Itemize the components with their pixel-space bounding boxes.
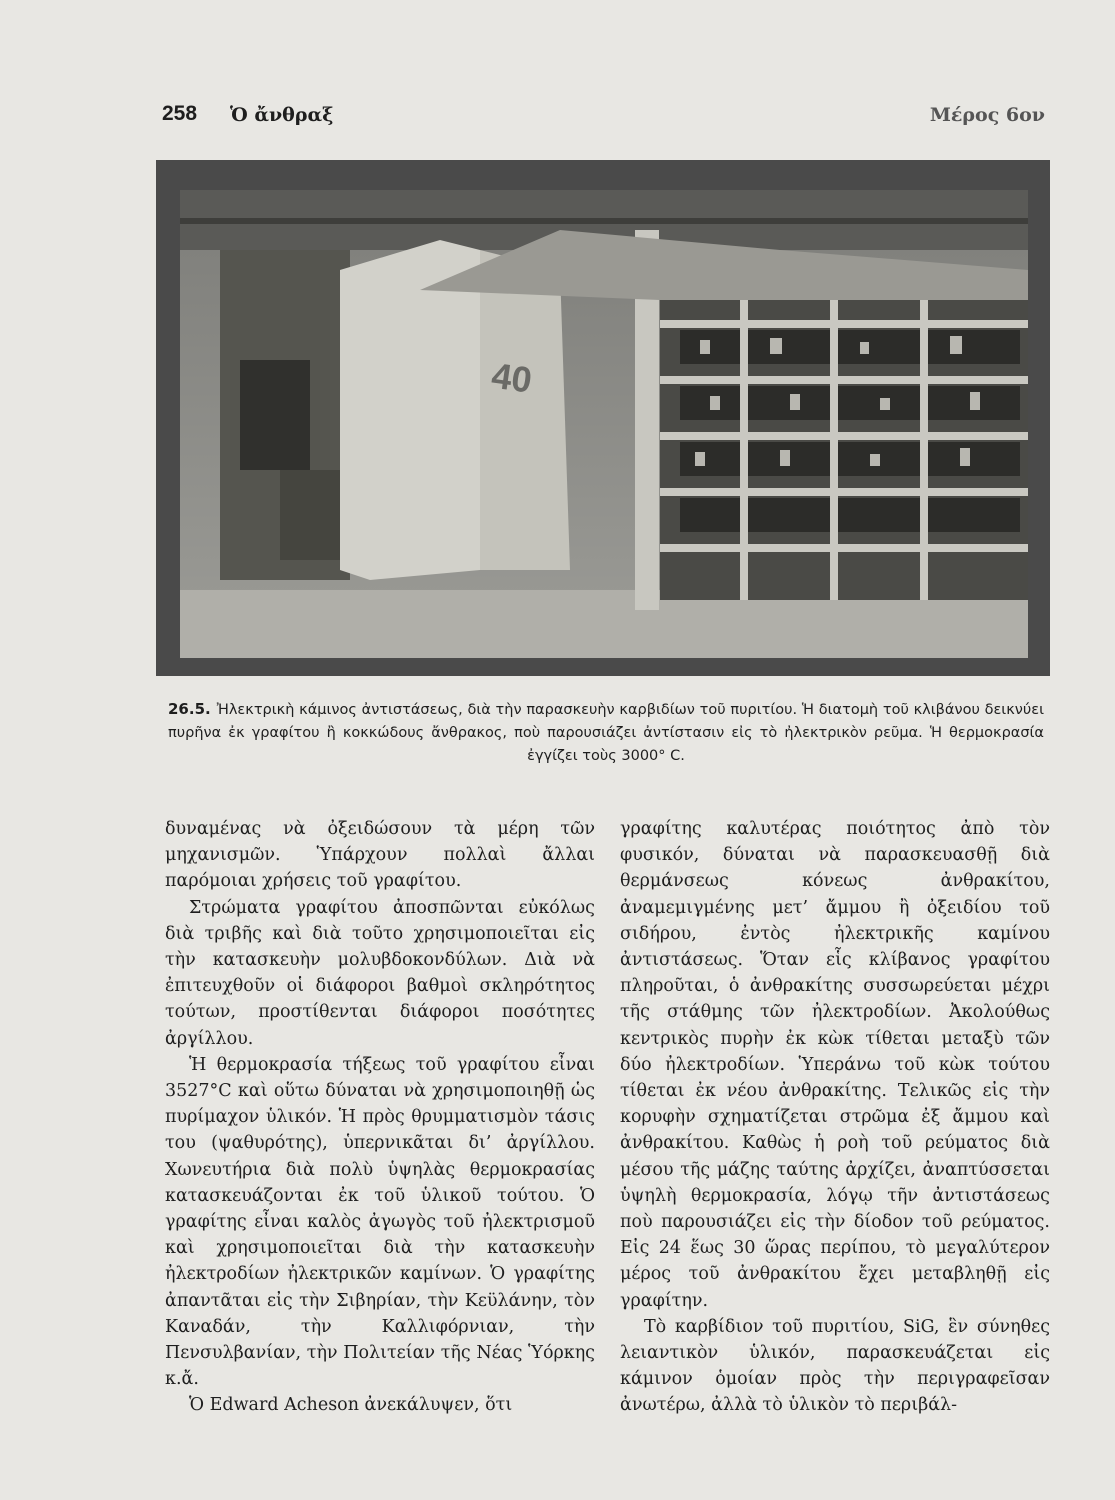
furnace-photo	[180, 190, 1028, 658]
left-paragraph-3: Ἡ θερμοκρασία τήξεως τοῦ γραφίτου εἶναι 3527°C καὶ οὕτω δύναται νὰ χρησιμοποιηθῇ ὡς πυρίμαχον ὑλικόν. Ἡ πρὸς θρυμματισμὸν τάσις του (ψαθυρότης), ὑπερνικᾶται δι’ ἀργίλλου. Χωνευτήρια διὰ πολὺ ὑψηλὰς θερμοκρασίας κατασκευάζονται ἐκ τοῦ ὑλικοῦ τούτου. Ὁ γραφίτης εἶναι καλὸς ἀγωγὸς τοῦ ἠλεκτρισμοῦ καὶ χρησιμοποιεῖται διὰ τὴν κατασκευὴν ἠλεκτροδίων ἠλεκτρικῶν καμίνων. Ὁ γραφίτης ἀπαντᾶται εἰς τὴν Σιβηρίαν, τὴν Κεϋλάνην, τὸν Καναδάν, τὴν Καλλιφόρνιαν, τὴν Πενσυλβανίαν, τὴν Πολιτείαν τῆς Νέας Ὑόρκης κ.ἄ.	[165, 1054, 595, 1390]
part-label: Μέρος 6ον	[929, 104, 1045, 126]
svg-text:40: 40	[489, 354, 535, 401]
caption-number: 26.5.	[168, 700, 211, 718]
furnace-illustration	[180, 190, 1028, 658]
left-paragraph-2: Στρώματα γραφίτου ἀποσπῶνται εὐκόλως διὰ τριβῆς καὶ διὰ τοῦτο χρησιμοποιεῖται εἰς τὴν κατασκευὴν μολυβδοκονδύλων. Διὰ νὰ ἐπιτευχθοῦν οἱ διάφοροι βαθμοὶ σκληρότητος τούτων, προστίθενται διάφοροι ποσότητες ἀργίλλου.	[165, 897, 595, 1049]
chapter-title: Ὁ ἄνθραξ	[230, 104, 334, 126]
figure-frame	[156, 160, 1050, 676]
caption-text: Ἠλεκτρικὴ κάμινος ἀντιστάσεως, διὰ τὴν παρασκευὴν καρβιδίων τοῦ πυριτίου. Ἡ διατομὴ τοῦ κλιβάνου δεικνύει πυρῆνα ἐκ γραφίτου ἢ κοκκώδους ἄνθρακος, ποὺ παρουσιάζει ἀντίστασιν εἰς τὸ ἠλεκτρικὸν ρεῦμα. Ἡ θερμοκρασία ἐγγίζει τοὺς 3000° C.	[168, 702, 1044, 764]
right-column	[620, 816, 1050, 1419]
left-paragraph-4: Ὁ Edward Acheson ἀνεκάλυψεν, ὅτι	[189, 1395, 513, 1416]
left-paragraph-1: δυναμένας νὰ ὀξειδώσουν τὰ μέρη τῶν μηχανισμῶν. Ὑπάρχουν πολλαὶ ἄλλαι παρόμοιαι χρήσεις τοῦ γραφίτου.	[165, 819, 595, 892]
figure-caption	[168, 698, 1044, 768]
right-paragraph-1: γραφίτης καλυτέρας ποιότητος ἀπὸ τὸν φυσικόν, δύναται νὰ παρασκευασθῇ διὰ θερμάνσεως κόνεως ἀνθρακίτου, ἀναμεμιγμένης μετ’ ἄμμου ἢ ὀξειδίου τοῦ σιδήρου, ἐντὸς ἠλεκτρικῆς καμίνου ἀντιστάσεως. Ὅταν εἷς κλίβανος γραφίτου πληροῦται, ὁ ἀνθρακίτης συσσωρεύεται μέχρι τῆς στάθμης τῶν ἠλεκτροδίων. Ἀκολούθως κεντρικὸς πυρὴν ἐκ κὼκ τίθεται μεταξὺ τῶν δύο ἠλεκτροδίων. Ὑπεράνω τοῦ κὼκ τούτου τίθεται ἐκ νέου ἀνθρακίτης. Τελικῶς εἰς τὴν κορυφὴν σχηματίζεται στρῶμα ἐξ ἄμμου καὶ ἀνθρακίτου. Καθὼς ἡ ροὴ τοῦ ρεύματος διὰ μέσου τῆς μάζης ταύτης ἀρχίζει, ἀναπτύσσεται ὑψηλὴ θερμοκρασία, λόγῳ τῆν ἀντιστάσεως ποὺ παρουσιάζει εἰς τὴν δίοδον τοῦ ρεύματος. Εἰς 24 ἕως 30 ὥρας περίπου, τὸ μεγαλύτερον μέρος τοῦ ἀνθρακίτου ἔχει μεταβληθῇ εἰς γραφίτην.	[620, 819, 1050, 1311]
left-column	[165, 816, 595, 1419]
right-paragraph-2: Τὸ καρβίδιον τοῦ πυριτίου, SiG, ἓν σύνηθες λειαντικὸν ὑλικόν, παρασκευάζεται εἰς κάμινον ὁμοίαν πρὸς τὴν περιγραφεῖσαν ἀνωτέρω, ἀλλὰ τὸ ὑλικὸν τὸ περιβάλ-	[620, 1316, 1050, 1416]
page-number: 258	[162, 102, 198, 125]
